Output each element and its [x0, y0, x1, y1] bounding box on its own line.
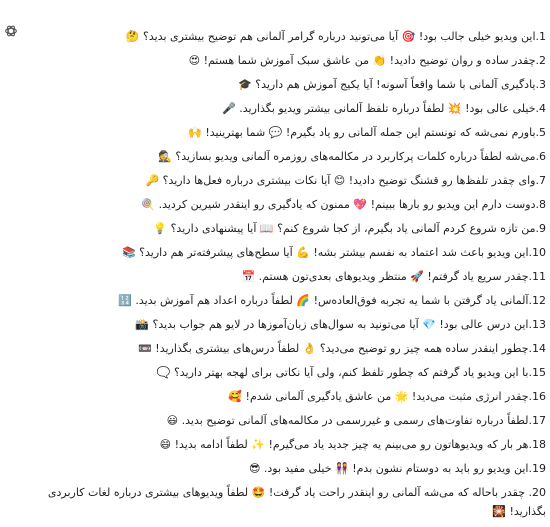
list-item-text: چقدر انرژی مثبت می‌دید! 🌟 من عاشق یادگیری آلمانی شدم! 🥰 [228, 390, 529, 403]
list-item-text: باورم نمی‌شه که تونستم این جمله آلمانی رو یاد بگیرم! 💬 شما بهترینید! 🙌 [188, 126, 536, 139]
list-item-number: 17. [528, 414, 546, 427]
list-item-number: 14. [528, 342, 546, 355]
list-item-number: 9. [535, 222, 546, 235]
list-item [24, 385, 546, 409]
list-item [24, 313, 546, 337]
list-item-text: آلمانی یاد گرفتن با شما یه تجربه فوق‌العاده‌س! 🌈 لطفاً درباره اعداد هم آموزش بدید. 🔢 [118, 294, 529, 307]
list-item-text: وای چقدر تلفظ‌ها رو قشنگ توضیح دادید! 😊 آیا نکات بیشتری درباره فعل‌ها دارید؟ 🔑 [145, 174, 536, 187]
list-item-number: 11. [528, 270, 546, 283]
list-item [24, 265, 546, 289]
list-item-text: با این ویدیو یاد گرفتم که چطور تلفظ کنم، ولی آیا نکاتی برای لهجه بهتر دارید؟ 🗨️ [156, 366, 529, 379]
list-item [24, 49, 546, 73]
list-item-number: 5. [535, 126, 546, 139]
list-item-text: این ویدیو باعث شد اعتماد به نفسم بیشتر بشه! 💪 آیا سطح‌های پیشرفته‌تر هم دارید؟ 📚 [121, 246, 529, 259]
list-item-text: این ویدیو خیلی جالب بود! 🎯 آیا می‌تونید درباره گرامر آلمانی هم توضیح بیشتری بدید؟ 🤔 [125, 30, 536, 43]
list-item-number: 6. [535, 150, 546, 163]
list-item-text: این ویدیو رو باید به دوستام نشون بدم! 👭 خیلی مفید بود. 😎 [248, 462, 529, 475]
list-item-text: چقدر ساده و روان توضیح دادید! 👏 من عاشق سبک آموزش شما هستم! 😍 [188, 54, 536, 67]
list-item [24, 481, 546, 521]
list-item-text: هر بار که ویدیوهاتون رو می‌بینم یه چیز جدید یاد می‌گیرم! ✨ لطفاً ادامه بدید! 😄 [159, 438, 529, 451]
list-item-text: دوست دارم این ویدیو رو بارها ببینم! 💖 ممنون که یادگیری رو اینقدر شیرین کردید. 🍭 [141, 198, 536, 211]
list-item [24, 121, 546, 145]
list-item-text: می‌شه لطفاً درباره کلمات پرکاربرد در مکالمه‌های روزمره آلمانی ویدیو بسازید؟ 🕵️ [158, 150, 536, 163]
list-item-text: چقدر باحاله که می‌شه آلمانی رو اینقدر راحت یاد گرفت! 🤩 لطفاً ویدیوهای بیشتری درباره لغات کاربردی بگذارید! 🎇 [47, 486, 546, 518]
response-list [24, 0, 546, 521]
list-item-number: 1. [535, 30, 546, 43]
list-item [24, 361, 546, 385]
list-item-number: 2. [535, 54, 546, 67]
list-item-text: من تازه شروع کردم آلمانی یاد بگیرم، از کجا شروع کنم؟ 📖 آیا پیشنهادی دارید؟ 💡 [153, 222, 536, 235]
list-item [24, 433, 546, 457]
list-item-number: 8. [535, 198, 546, 211]
list-item-text: این درس عالی بود! 💎 آیا می‌تونید به سوال‌های زبان‌آموزها در لایو هم جواب بدید؟ 📸 [135, 318, 529, 331]
list-item [24, 289, 546, 313]
list-item [24, 97, 546, 121]
list-item-number: 13. [528, 318, 546, 331]
list-item-text: چطور اینقدر ساده همه چیز رو توضیح می‌دید؟ 👌 لطفاً درس‌های بیشتری بگذارید! 📼 [138, 342, 529, 355]
list-item [24, 241, 546, 265]
list-item [24, 169, 546, 193]
list-item-number: 18. [528, 438, 546, 451]
list-item-number: 7. [535, 174, 546, 187]
list-item-number: 12. [528, 294, 546, 307]
list-item-text: لطفاً درباره تفاوت‌های رسمی و غیررسمی در مکالمه‌های آلمانی توضیح بدید. 😃 [166, 414, 529, 427]
list-item [24, 457, 546, 481]
list-item [24, 193, 546, 217]
list-item-number: 4. [535, 102, 546, 115]
list-item-number: 20. [528, 486, 546, 499]
list-item [24, 409, 546, 433]
list-item-number: 16. [528, 390, 546, 403]
list-item [24, 337, 546, 361]
list-item-number: 3. [535, 78, 546, 91]
list-item [24, 73, 546, 97]
list-item-text: چقدر سریع یاد گرفتم! 🚀 منتظر ویدیوهای بعدی‌تون هستم. 📅 [241, 270, 529, 283]
list-item [24, 145, 546, 169]
list-item-text: یادگیری آلمانی با شما واقعاً آسونه! آیا یکیج آموزش هم دارید؟ 🎓 [238, 78, 536, 91]
openai-logo-icon [3, 23, 19, 39]
list-item [24, 25, 546, 49]
list-item-number: 19. [528, 462, 546, 475]
list-item-text: خیلی عالی بود! 💥 لطفاً درباره تلفظ آلمانی بیشتر ویدیو بگذارید. 🎤 [222, 102, 536, 115]
list-item-number: 10. [528, 246, 546, 259]
list-item [24, 217, 546, 241]
list-item-number: 15. [528, 366, 546, 379]
